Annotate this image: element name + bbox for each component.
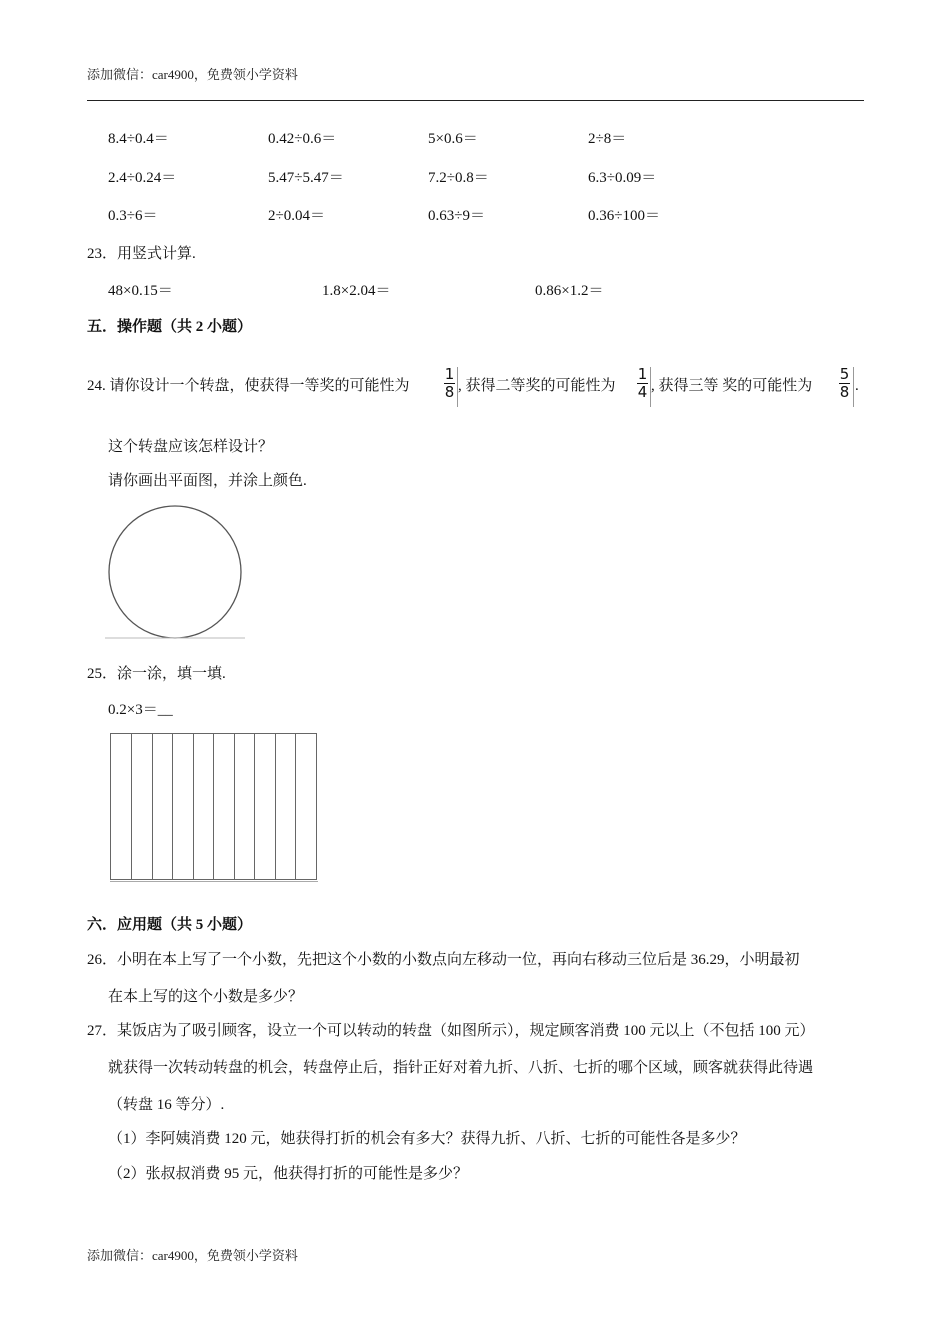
q27-sub-2: （2）张叔叔消费 95 元，他获得打折的可能性是多少？ [108, 1166, 469, 1182]
strip-divider [213, 734, 214, 879]
calc-item: 2.4÷0.24＝ [108, 170, 177, 186]
q24-text-1: 24. 请你设计一个转盘，使获得一等奖的可能性为 [87, 378, 410, 394]
strip-divider [234, 734, 235, 879]
fraction-five-eighths [839, 367, 850, 400]
q26-line-2: 在本上写的这个小数是多少？ [108, 989, 304, 1005]
q27-sub-1: （1）李阿姨消费 120 元，她获得打折的机会有多大？获得九折、八折、七折的可能性各是多少？ [108, 1131, 746, 1147]
q23-item: 1.8×2.04＝ [322, 283, 391, 299]
strip-divider [131, 734, 132, 879]
q24-text-3: , 获得三等 奖的可能性为 [651, 378, 813, 394]
calc-item: 7.2÷0.8＝ [428, 170, 489, 186]
calc-item: 0.36÷100＝ [588, 208, 660, 224]
strip-divider [193, 734, 194, 879]
fraction-one-eighth [444, 367, 455, 400]
strip-divider [152, 734, 153, 879]
header-rule [87, 100, 864, 101]
fraction-numerator: 1 [637, 365, 648, 383]
calc-item: 0.63÷9＝ [428, 208, 485, 224]
calc-item: 0.3÷6＝ [108, 208, 158, 224]
fraction-edge [853, 367, 854, 407]
q23-item: 0.86×1.2＝ [535, 283, 604, 299]
fraction-one-quarter [637, 367, 648, 400]
q27-line-3: （转盘 16 等分）. [108, 1097, 225, 1113]
q25-title: 25．涂一涂，填一填. [87, 666, 226, 682]
q23-item: 48×0.15＝ [108, 283, 173, 299]
q24-end: . [855, 378, 859, 394]
q27-line-2: 就获得一次转动转盘的机会，转盘停止后，指针正好对着九折、八折、七折的哪个区域，顾客就获得此待遇 [108, 1060, 814, 1076]
strip-divider [275, 734, 276, 879]
calc-item: 5×0.6＝ [428, 131, 478, 147]
calc-item: 0.42÷0.6＝ [268, 131, 337, 147]
fraction-numerator: 5 [839, 365, 850, 383]
fraction-denominator: 8 [444, 383, 455, 401]
calc-item: 2÷8＝ [588, 131, 627, 147]
section5-title: 五．操作题（共 2 小题） [87, 319, 253, 335]
q24-line-3: 请你画出平面图，并涂上颜色. [108, 473, 307, 489]
calc-item: 2÷0.04＝ [268, 208, 325, 224]
q26-line-1: 26．小明在本上写了一个小数，先把这个小数的小数点向左移动一位，再向右移动三位后是 36.29，小明最初 [87, 952, 800, 968]
calc-item: 6.3÷0.09＝ [588, 170, 657, 186]
q24-text-2: , 获得二等奖的可能性为 [458, 378, 616, 394]
strip-divider [254, 734, 255, 879]
spinner-circle [105, 505, 247, 641]
page-header: 添加微信：car4900，免费领小学资料 [87, 67, 298, 82]
page-footer: 添加微信：car4900，免费领小学资料 [87, 1248, 298, 1263]
strip-divider [295, 734, 296, 879]
strip-grid [110, 733, 317, 880]
fraction-denominator: 8 [839, 383, 850, 401]
q25-expression: 0.2×3＝__ [108, 702, 173, 718]
fraction-numerator: 1 [444, 365, 455, 383]
q27-line-1: 27．某饭店为了吸引顾客，设立一个可以转动的转盘（如图所示），规定顾客消费 100 元以上（不包括 100 元） [87, 1023, 815, 1039]
calc-item: 8.4÷0.4＝ [108, 131, 169, 147]
calc-item: 5.47÷5.47＝ [268, 170, 344, 186]
fraction-denominator: 4 [637, 383, 648, 401]
q23-title: 23．用竖式计算. [87, 246, 196, 262]
strip-divider [172, 734, 173, 879]
strip-grid-shadow [110, 881, 318, 882]
section6-title: 六．应用题（共 5 小题） [87, 917, 253, 933]
q24-line-2: 这个转盘应该怎样设计？ [108, 439, 274, 455]
